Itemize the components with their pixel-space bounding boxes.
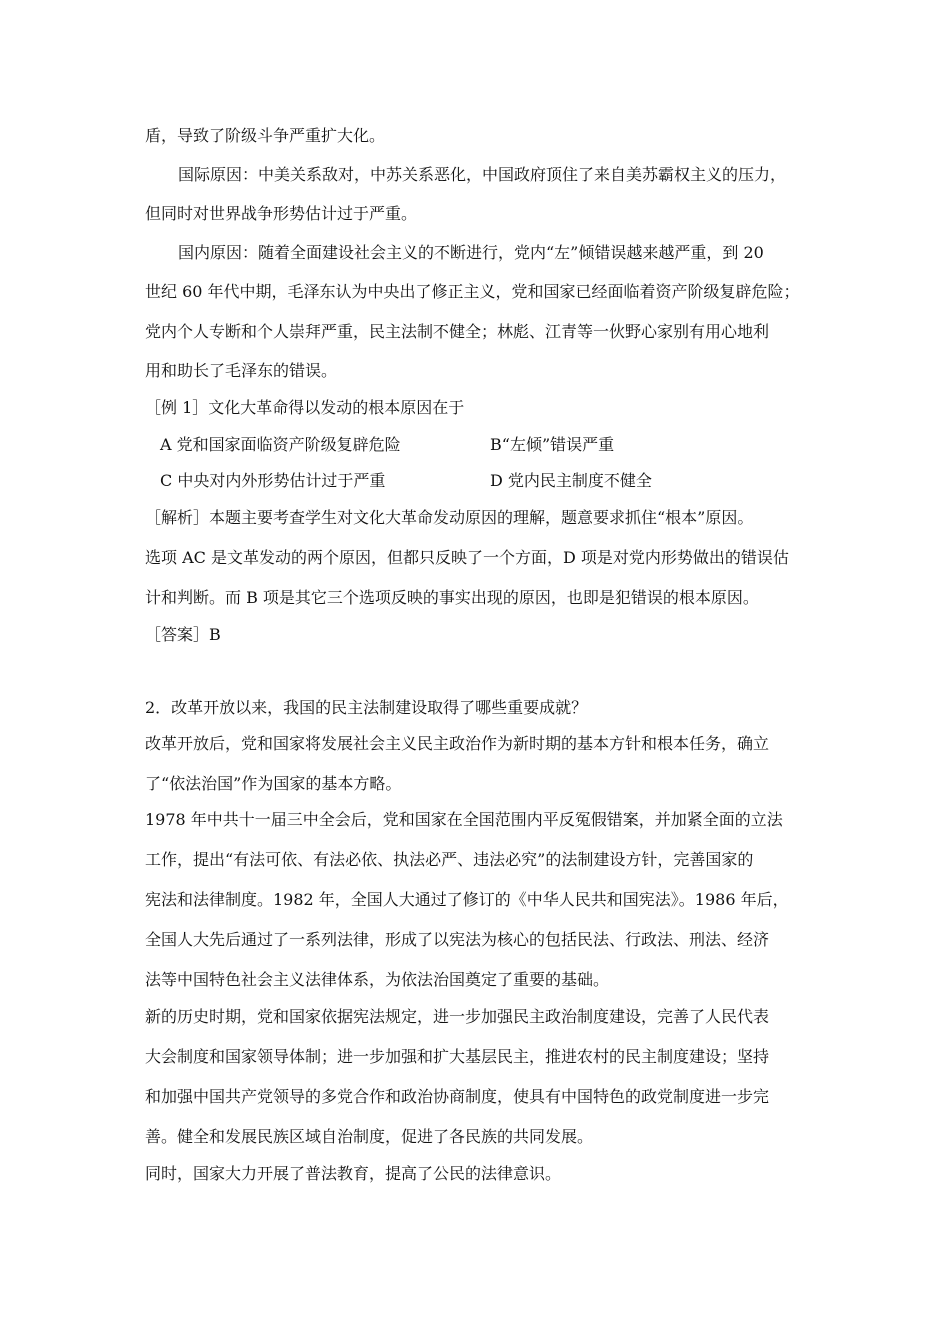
para2-line: 工作，提出“有法可依、有法必依、执法必严、违法必究”的法制建设方针，完善国家的 <box>145 850 754 869</box>
option-b: B“左倾”错误严重 <box>490 435 615 454</box>
analysis-line: 选项 AC 是文革发动的两个原因，但都只反映了一个方面，D 项是对党内形势做出的错误估 <box>145 548 789 567</box>
domestic-reason-line: 党内个人专断和个人崇拜严重，民主法制不健全；林彪、江青等一伙野心家别有用心地利 <box>145 322 770 341</box>
para1-line: 了“依法治国”作为国家的基本方略。 <box>145 774 402 793</box>
para4-line: 同时，国家大力开展了普法教育，提高了公民的法律意识。 <box>145 1164 562 1183</box>
para2-line: 全国人大先后通过了一系列法律，形成了以宪法为核心的包括民法、行政法、刑法、经济 <box>145 930 770 949</box>
section-question: 2．改革开放以来，我国的民主法制建设取得了哪些重要成就？ <box>145 698 588 717</box>
para2-line: 1978 年中共十一届三中全会后，党和国家在全国范围内平反冤假错案，并加紧全面的立法 <box>145 810 783 829</box>
para2-line: 法等中国特色社会主义法律体系，为依法治国奠定了重要的基础。 <box>145 970 610 989</box>
option-d: D 党内民主制度不健全 <box>490 471 652 490</box>
continuation-line: 盾，导致了阶级斗争严重扩大化。 <box>145 126 386 145</box>
para3-line: 和加强中国共产党领导的多党合作和政治协商制度，使具有中国特色的政党制度进一步完 <box>145 1087 770 1106</box>
domestic-reason-line: 用和助长了毛泽东的错误。 <box>145 361 338 380</box>
analysis-line: ［解析］本题主要考查学生对文化大革命发动原因的理解，题意要求抓住“根本”原因。 <box>145 508 754 527</box>
domestic-reason-line: 世纪 60 年代中期，毛泽东认为中央出了修正主义，党和国家已经面临着资产阶级复辟危险； <box>145 282 800 301</box>
domestic-reason-line: 国内原因：随着全面建设社会主义的不断进行，党内“左”倾错误越来越严重，到 20 <box>178 243 764 262</box>
para1-line: 改革开放后，党和国家将发展社会主义民主政治作为新时期的基本方针和根本任务，确立 <box>145 734 770 753</box>
international-reason-line: 国际原因：中美关系敌对，中苏关系恶化，中国政府顶住了来自美苏霸权主义的压力， <box>178 165 787 184</box>
answer-line: ［答案］B <box>145 625 221 644</box>
option-a: A 党和国家面临资产阶级复辟危险 <box>160 435 401 454</box>
international-reason-line: 但同时对世界战争形势估计过于严重。 <box>145 204 418 223</box>
para2-line: 宪法和法律制度。1982 年，全国人大通过了修订的《中华人民共和国宪法》。1986 年后， <box>145 890 789 909</box>
analysis-line: 计和判断。而 B 项是其它三个选项反映的事实出现的原因，也即是犯错误的根本原因。 <box>145 588 759 607</box>
example-question: ［例 1］文化大革命得以发动的根本原因在于 <box>145 398 465 417</box>
para3-line: 新的历史时期，党和国家依据宪法规定，进一步加强民主政治制度建设，完善了人民代表 <box>145 1007 770 1026</box>
para3-line: 大会制度和国家领导体制；进一步加强和扩大基层民主，推进农村的民主制度建设；坚持 <box>145 1047 770 1066</box>
option-c: C 中央对内外形势估计过于严重 <box>160 471 386 490</box>
para3-line: 善。健全和发展民族区域自治制度，促进了各民族的共同发展。 <box>145 1127 594 1146</box>
